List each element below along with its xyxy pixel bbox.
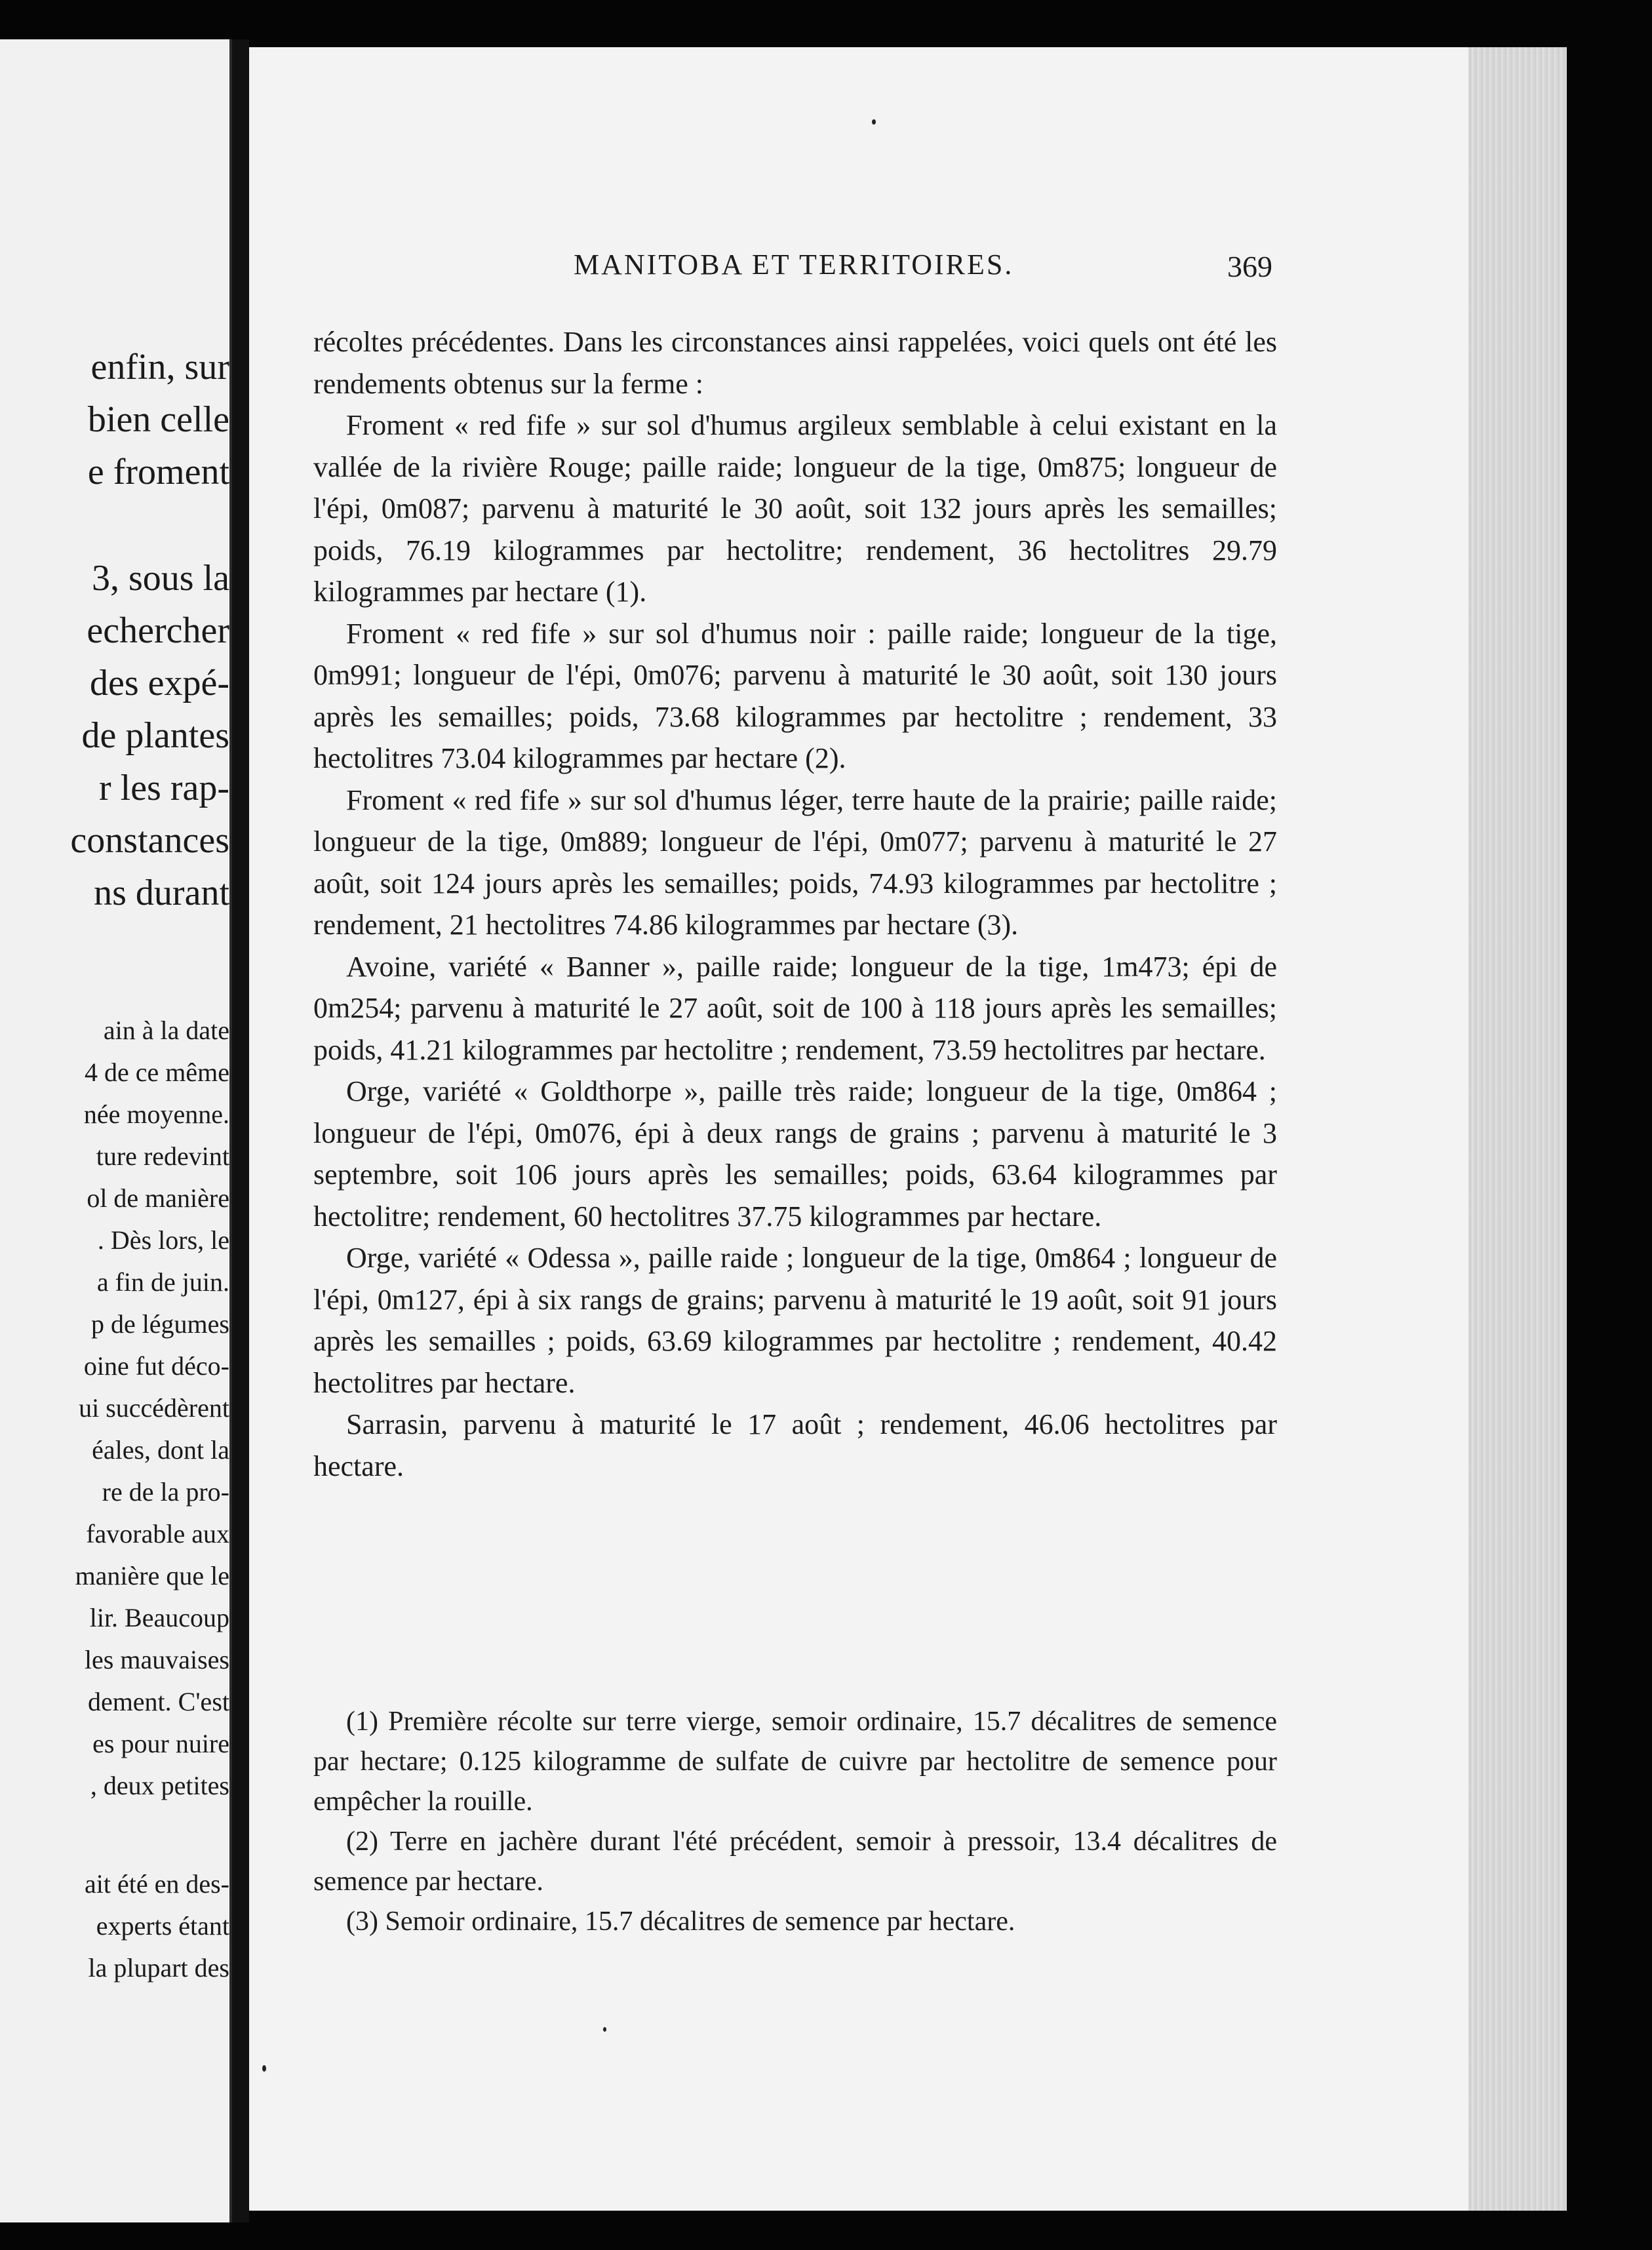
facing-page-line: ol de manière [87, 1183, 229, 1213]
facing-page-line: , deux petites [90, 1771, 229, 1800]
facing-page-line: de plantes [81, 715, 229, 756]
facing-page-line: a fin de juin. [96, 1267, 229, 1297]
paragraph: Froment « red fife » sur sol d'humus léger, terre haute de la prairie; paille raide; longueur de la tige, 0m889; longueur de l'épi, 0m077; parvenu à maturité le 27 août, soit 124 jours après les semailles; poids, 74.93 kilogrammes par hectolitre ; rendement, 21 hectolitres 74.86 kilogrammes par hectare (3). [313, 783, 1277, 941]
facing-page-line: ture redevint [96, 1141, 229, 1171]
facing-page-line: constances [70, 820, 229, 861]
facing-page-line: éales, dont la [92, 1435, 229, 1465]
facing-page-line: re de la pro- [102, 1477, 229, 1507]
facing-page-line: es pour nuire [92, 1729, 229, 1758]
page-number: 369 [1227, 250, 1272, 283]
footnote: (2) Terre en jachère durant l'été précédent, semoir à pressoir, 13.4 décalitres de semence par hectare. [313, 1826, 1277, 1897]
footnote: (1) Première récolte sur terre vierge, semoir ordinaire, 15.7 décalitres de semence par hectare; 0.125 kilogramme de sulfate de cuivre par hectolitre de semence pour empêcher la rouille. [313, 1707, 1277, 1817]
body-text [313, 321, 1277, 1487]
paragraph: récoltes précédentes. Dans les circonstances ainsi rappelées, voici quels ont été les rendements obtenus sur la ferme : [313, 326, 1277, 400]
facing-page-line: la plupart des [88, 1953, 229, 1983]
facing-page-line: e froment [87, 452, 229, 492]
paragraph: Orge, variété « Odessa », paille raide ; longueur de la tige, 0m864 ; longueur de l'épi, 0m127, épi à six rangs de grains; parvenu à maturité le 19 août, soit 91 jours après les semailles ; poids, 63.69 kilogrammes par hectolitre ; rendement, 40.42 hectolitres par hectare. [313, 1242, 1277, 1399]
scan-speck [603, 2027, 606, 2032]
facing-page-line: des expé- [89, 663, 229, 703]
facing-page-line: bien celle [87, 399, 229, 440]
footnote: (3) Semoir ordinaire, 15.7 décalitres de semence par hectare. [346, 1906, 1015, 1937]
book-gutter [232, 39, 249, 2222]
scan-speck [262, 2065, 266, 2072]
facing-page-line: ui succédèrent [79, 1393, 229, 1423]
facing-page-line: 3, sous la [92, 558, 229, 599]
facing-page-line: ns durant [94, 873, 229, 913]
facing-page-line: enfin, sur [90, 347, 229, 387]
paragraph: Avoine, variété « Banner », paille raide; longueur de la tige, 1m473; épi de 0m254; parvenu à maturité le 27 août, soit de 100 à 118 jours après les semailles; poids, 41.21 kilogrammes par hectolitre ; rendement, 73.59 hectolitres par hectare. [313, 950, 1277, 1066]
facing-page-line: dement. C'est [87, 1687, 229, 1716]
paragraph: Sarrasin, parvenu à maturité le 17 août ; rendement, 46.06 hectolitres par hectare. [313, 1408, 1277, 1482]
facing-page-line: favorable aux [86, 1519, 229, 1549]
footnotes [313, 1702, 1277, 1942]
facing-page-line: les mauvaises [84, 1645, 229, 1674]
paragraph: Orge, variété « Goldthorpe », paille très raide; longueur de la tige, 0m864 ; longueur de l'épi, 0m076, épi à deux rangs de grains ; parvenu à maturité le 3 septembre, soit 106 jours après les semailles; poids, 63.64 kilogrammes par hectolitre; rendement, 60 hectolitres 37.75 kilogrammes par hectare. [313, 1075, 1277, 1233]
facing-page-line: née moyenne. [83, 1099, 229, 1129]
facing-page-line: r les rap- [98, 768, 229, 808]
paragraph: Froment « red fife » sur sol d'humus noir : paille raide; longueur de la tige, 0m991; longueur de l'épi, 0m076; parvenu à maturité le 30 août, soit 130 jours après les semailles; poids, 73.68 kilogrammes par hectolitre ; rendement, 33 hectolitres 73.04 kilogrammes par hectare (2). [313, 617, 1277, 774]
facing-page [0, 39, 232, 2222]
facing-page-line: ait été en des- [85, 1869, 229, 1899]
facing-page-line: echercher [87, 610, 229, 651]
facing-page-line: 4 de ce même [85, 1057, 229, 1087]
facing-page-line: p de légumes [90, 1309, 229, 1339]
paragraph: Froment « red fife » sur sol d'humus argileux semblable à celui existant en la vallée de la rivière Rouge; paille raide; longueur de la tige, 0m875; longueur de l'épi, 0m087; parvenu à maturité le 30 août, soit 132 jours après les semailles; poids, 76.19 kilogrammes par hectolitre; rendement, 36 hectolitres 29.79 kilogrammes par hectare (1). [313, 409, 1277, 608]
facing-page-line: lir. Beaucoup [89, 1603, 229, 1632]
running-title: MANITOBA ET TERRITOIRES. [574, 248, 1014, 281]
facing-page-line: . Dès lors, le [97, 1225, 229, 1255]
scan-speck [872, 119, 876, 125]
page-edge [1468, 47, 1567, 2211]
facing-page-line: manière que le [75, 1561, 229, 1590]
facing-page-line: oine fut déco- [83, 1351, 229, 1381]
facing-page-line: experts étant [96, 1911, 229, 1941]
facing-page-line: ain à la date [103, 1016, 229, 1045]
